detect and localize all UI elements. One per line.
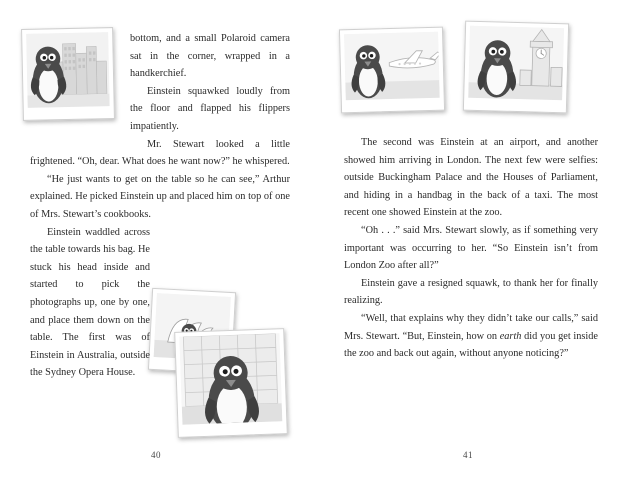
paragraph-text: “Well, that explains why they didn’t take our calls,” said Mrs. Stewart. “But, Einstein, how on earth did you get inside the zoo and back out again, without anyone noticing?” xyxy=(344,312,599,360)
paragraph-with-italic xyxy=(344,310,598,363)
left-page-text xyxy=(30,30,290,382)
text-wrap-spacer-top xyxy=(30,30,130,138)
right-page-text xyxy=(344,30,598,363)
right-page xyxy=(312,0,624,484)
paragraph: Einstein waddled across the table towards his bag. He stuck his head inside and started to pick the photographs up, one by one, and place them down on the table. The first was of Einstein in Australia, outside the Sydney Opera House. xyxy=(30,226,150,379)
paragraph: bottom, and a small Polaroid camera sat in the corner, wrapped in a handkerchief. xyxy=(130,33,290,80)
emphasized-word: earth xyxy=(499,330,522,342)
paragraph: Einstein squawked loudly from the floor and flapped his flippers impatiently. xyxy=(130,85,290,132)
text-wrap-spacer-top xyxy=(344,30,598,134)
paragraph: The second was Einstein at an airport, and another showed him arriving in London. The next few were selfies: outside Buckingham Palace and the Houses of Parliament, and hiding in a handbag in the back of a taxi. The most recent one showed Einstein at the zoo. xyxy=(344,137,598,219)
page-number: 40 xyxy=(151,450,161,460)
paragraph: “Oh . . .” said Mrs. Stewart slowly, as if something very important was occurring to her. “So Einstein isn’t from London Zoo after all?” xyxy=(344,224,598,272)
paragraph: “He just wants to get on the table so he can see,” Arthur explained. He picked Einstein up and placed him on top of one of Mrs. Stewart’s cookbooks. xyxy=(30,173,290,220)
text-wrap-spacer-bottom xyxy=(150,224,290,380)
paragraph: Einstein gave a resigned squawk, to thank her for finally realizing. xyxy=(344,277,598,307)
paragraph: Mr. Stewart looked a little frightened. “Oh, dear. What does he want now?” he whispered. xyxy=(30,138,290,168)
left-page xyxy=(0,0,312,484)
page-number: 41 xyxy=(463,450,473,460)
